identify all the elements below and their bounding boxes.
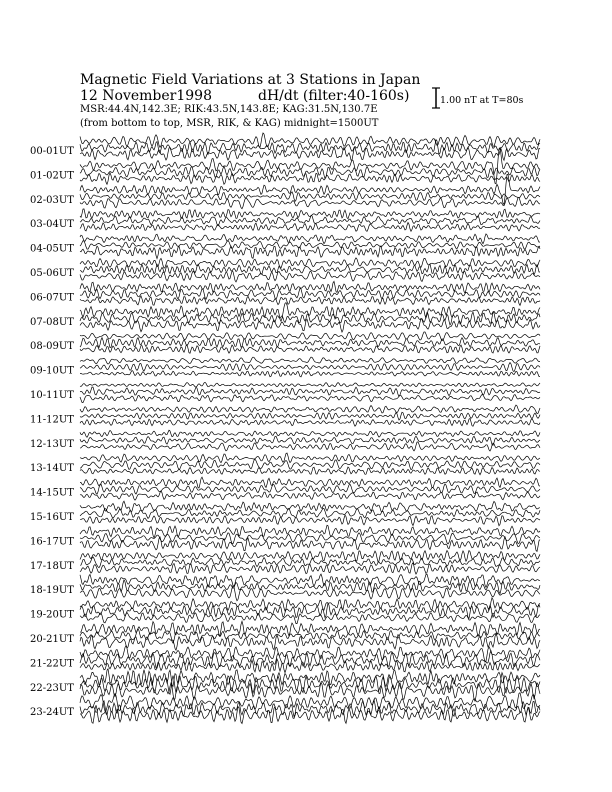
row-label-02-03UT: 02-03UT: [30, 194, 74, 206]
row-label-01-02UT: 01-02UT: [30, 170, 74, 182]
trace-KAG-18-19UT: [80, 574, 540, 587]
trace-KAG-04-05UT: [80, 234, 540, 244]
row-label-11-12UT: 11-12UT: [30, 414, 74, 426]
trace-KAG-03-04UT: [80, 209, 540, 219]
row-label-21-22UT: 21-22UT: [30, 658, 74, 670]
scale-label: 1.00 nT at T=80s: [440, 95, 524, 106]
row-label-23-24UT: 23-24UT: [30, 707, 74, 719]
row-label-19-20UT: 19-20UT: [30, 609, 74, 621]
trace-RIK-08-09UT: [80, 338, 540, 348]
trace-KAG-16-17UT: [80, 525, 540, 538]
trace-KAG-09-10UT: [80, 357, 540, 364]
trace-KAG-10-11UT: [80, 382, 540, 387]
trace-RIK-12-13UT: [80, 436, 540, 445]
trace-MSR-06-07UT: [80, 296, 540, 305]
trace-MSR-09-10UT: [80, 371, 540, 377]
trace-MSR-14-15UT: [80, 491, 540, 500]
trace-RIK-22-23UT: [80, 673, 540, 695]
trace-MSR-02-03UT: [80, 198, 540, 209]
trace-KAG-22-23UT: [80, 669, 540, 687]
page-title: Magnetic Field Variations at 3 Stations in Japan: [80, 72, 421, 88]
row-label-17-18UT: 17-18UT: [30, 560, 74, 572]
trace-RIK-06-07UT: [80, 288, 540, 299]
trace-MSR-08-09UT: [80, 345, 540, 353]
trace-KAG-08-09UT: [80, 332, 540, 341]
row-label-04-05UT: 04-05UT: [30, 243, 74, 255]
trace-RIK-10-11UT: [80, 387, 540, 396]
trace-MSR-10-11UT: [80, 395, 540, 403]
trace-MSR-00-01UT: [80, 147, 540, 160]
row-label-14-15UT: 14-15UT: [30, 487, 74, 499]
trace-RIK-14-15UT: [80, 484, 540, 494]
date-label: 12 November1998: [80, 88, 212, 104]
trace-KAG-11-12UT: [80, 405, 540, 414]
trace-RIK-16-17UT: [80, 533, 540, 544]
row-label-20-21UT: 20-21UT: [30, 634, 74, 645]
trace-MSR-04-05UT: [80, 246, 540, 259]
row-label-15-16UT: 15-16UT: [30, 512, 74, 523]
trace-RIK-13-14UT: [80, 459, 540, 469]
row-label-08-09UT: 08-09UT: [30, 341, 74, 353]
row-label-10-11UT: 10-11UT: [30, 390, 74, 401]
trace-MSR-19-20UT: [80, 613, 540, 624]
trace-MSR-13-14UT: [80, 467, 540, 475]
trace-KAG-17-18UT: [80, 551, 540, 562]
row-label-16-17UT: 16-17UT: [30, 536, 74, 548]
trace-MSR-03-04UT: [80, 223, 540, 232]
row-label-18-19UT: 18-19UT: [30, 585, 74, 597]
trace-KAG-12-13UT: [80, 430, 540, 437]
trace-RIK-15-16UT: [80, 508, 540, 518]
trace-KAG-13-14UT: [80, 453, 540, 463]
row-label-05-06UT: 05-06UT: [30, 268, 74, 279]
trace-RIK-03-04UT: [80, 216, 540, 226]
trace-RIK-04-05UT: [80, 241, 540, 250]
row-label-12-13UT: 12-13UT: [30, 438, 74, 450]
trace-RIK-09-10UT: [80, 363, 540, 372]
trace-MSR-20-21UT: [80, 633, 540, 650]
trace-RIK-18-19UT: [80, 580, 540, 594]
trace-RIK-17-18UT: [80, 557, 540, 568]
station-coordinates: MSR:44.4N,142.3E; RIK:43.5N,143.8E; KAG:31.5N,130.7E: [80, 104, 378, 115]
row-label-07-08UT: 07-08UT: [30, 316, 74, 328]
row-label-00-01UT: 00-01UT: [30, 146, 74, 157]
row-label-06-07UT: 06-07UT: [30, 292, 74, 304]
trace-KAG-06-07UT: [80, 281, 540, 293]
y-axis-label: dH/dt (filter:40-160s): [258, 88, 410, 104]
trace-MSR-17-18UT: [80, 563, 540, 574]
row-label-09-10UT: 09-10UT: [30, 365, 74, 377]
row-label-13-14UT: 13-14UT: [30, 463, 74, 475]
trace-KAG-23-24UT: [80, 693, 540, 712]
row-label-03-04UT: 03-04UT: [30, 219, 74, 231]
trace-RIK-05-06UT: [80, 264, 540, 275]
trace-MSR-11-12UT: [80, 419, 540, 427]
station-order-note: (from bottom to top, MSR, RIK, & KAG) midnight=1500UT: [80, 118, 379, 129]
trace-MSR-05-06UT: [80, 271, 540, 282]
row-label-22-23UT: 22-23UT: [30, 682, 74, 694]
trace-KAG-15-16UT: [80, 501, 540, 512]
